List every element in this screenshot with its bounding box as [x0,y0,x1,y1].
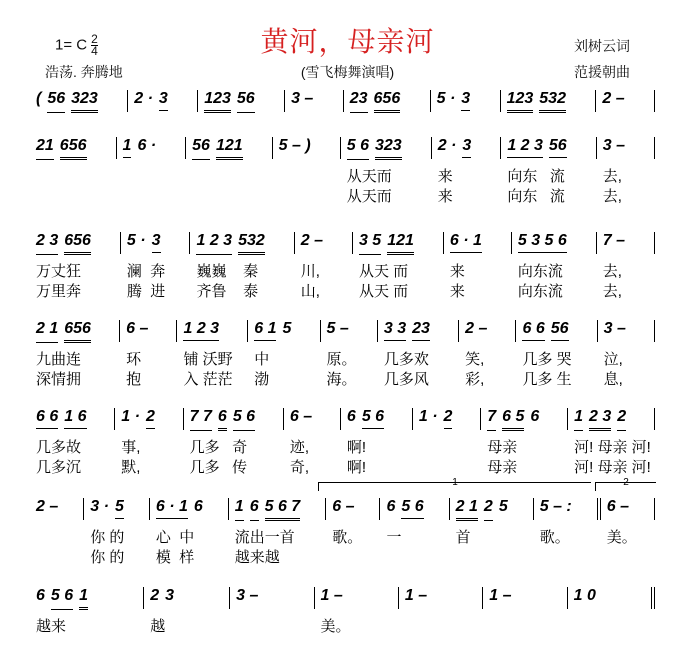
measure [117,137,187,159]
lyric-verse-2: 彩, [465,371,485,388]
measure [30,320,120,388]
note-group: 6 [218,408,227,431]
notes [183,320,241,341]
notes [350,90,424,113]
note-group: 5 6 [362,408,384,429]
note-group: 1 2 3 [507,137,543,158]
composer: 范援朝曲 [574,64,630,80]
measure [353,232,444,300]
note-group: 56 [192,137,210,160]
note-group: 1 [235,498,244,521]
lyric-verse-1: 一 [386,529,402,546]
note-group: 6 [530,408,540,425]
note-group: 6 [193,498,203,515]
notes [522,320,590,341]
note-group: 6 – [332,498,355,515]
note-group: 5 6 7 [265,498,301,521]
notes [134,90,191,111]
note-group: 5 – ) [278,137,311,154]
note-group: 3 – [291,90,314,107]
note-group: 6 – [289,408,313,425]
note-group: 5 6 [51,587,73,610]
measure [190,232,294,300]
notes [489,587,560,607]
note-group: 1 – [404,587,428,604]
note-group: 1 [79,587,88,610]
measure [84,498,150,566]
staff-row [30,137,655,205]
lyric-verse-1: 歌。 [539,529,570,546]
measure [184,408,284,476]
lyric-verse-1: 几多故 [36,439,82,456]
note-group: 3 [159,90,168,111]
lyric-verse-2: 几多风 [383,371,429,388]
notes [602,90,648,110]
measure [568,408,655,476]
notes [359,232,437,255]
measure [501,137,596,205]
notes [36,498,77,518]
notes [36,587,137,610]
note-group: 3 [152,232,161,253]
lyric-verse-2: 去, [602,188,622,205]
notes [126,320,170,340]
staff-row [30,498,655,566]
notes [604,320,648,340]
notes [456,498,527,521]
note-group: 3 3 [384,320,406,341]
note-group: 3 [165,587,174,604]
notes [36,408,108,429]
volta-2: 2 [595,482,656,491]
lyric-verse-2: 母亲 [487,459,518,476]
notes [437,90,494,111]
notes [574,408,648,431]
staff-row [30,408,655,476]
lyric-verse-2: 来 [437,188,453,205]
measure [284,408,341,476]
notes [254,320,313,341]
note-group: 2 [146,408,155,429]
notes [507,137,589,158]
measure [341,408,413,476]
lyric-verse-1: 几多欢 [383,351,429,368]
note-group: 5 · [436,90,456,107]
measure [30,137,117,159]
note-group: 2 [484,498,493,521]
note-group: 2 3 [36,232,58,255]
notes [450,232,505,253]
notes [507,90,590,113]
note-group: 6 6 [522,320,544,341]
measure [321,320,378,388]
measure [432,137,502,205]
note-group: 2 [617,408,626,431]
lyric-verse-2: 默, [121,459,141,476]
lyric-verse-1: 美。 [320,618,351,635]
note-group: 2 · [437,137,457,154]
lyric-verse-1: 笑, [465,351,485,368]
note-group: 2 – [36,498,59,515]
notes [386,498,442,519]
note-group: ( [36,90,42,107]
lyric-verse-2: 啊! [346,459,367,476]
note-group: 3 5 [359,232,381,255]
measure [534,498,601,546]
note-group: 6 [250,498,259,521]
note-group: 3 – [236,587,259,604]
lyric-verse-1: 川, [300,263,320,280]
lyric-verse-2: 奇, [289,459,310,476]
note-group: 1 2 3 [196,232,232,255]
lyric-verse-2: 向东 流 [507,188,565,205]
lyric-verse-2: 几多 传 [189,459,248,476]
note-group: 5 [498,498,508,515]
lyric-verse-2: 息, [603,371,623,388]
notes [36,90,121,113]
measure [444,232,512,300]
measure [30,90,128,112]
lyric-verse-2: 腾 进 [126,283,166,300]
notes [236,587,307,607]
lyric-verse-1: 巍巍 秦 [196,263,259,280]
note-group: 5 6 [233,408,255,431]
lyric-verse-1: 万丈狂 [36,263,82,280]
note-group: 5 3 5 6 [518,232,567,253]
notes [301,232,346,252]
notes [204,90,278,113]
lyric-verse-2: 山, [300,283,320,300]
note-group: 121 [387,232,414,255]
lyric-verse-1: 去, [602,263,622,280]
note-group: 6 5 [502,408,524,431]
measure [248,320,320,388]
notes [347,137,425,160]
measure [341,137,432,205]
note-group: 123 [204,90,231,113]
lyric-verse-1: 向东 流 [507,168,565,185]
notes [487,408,561,431]
measure [177,320,248,388]
lyric-verse-2: 万里奔 [36,283,82,300]
notes [121,408,176,429]
staff-row [30,90,655,112]
measure [30,498,84,520]
notes [405,587,476,607]
notes [518,232,590,253]
note-group: 6 · 1 [156,498,188,519]
measure [128,90,198,112]
lyric-verse-1: 来 [437,168,453,185]
volta-1: 1 [318,482,591,491]
lyric-verse-2: 入 茫茫 [183,371,233,388]
note-group: 3 – [602,137,625,154]
notes [36,137,110,160]
lyric-verse-1: 母亲 [487,439,518,456]
notes [190,408,277,431]
note-group: 56 [47,90,65,113]
lyric-verse-2: 河! 母亲 河! [574,459,651,476]
measure [450,498,534,546]
notes [291,90,337,110]
note-group: 6 – [126,320,149,337]
measure [597,232,655,300]
measure [315,587,399,635]
note-group: 5 [282,320,292,337]
lyric-verse-1: 从天 而 [358,263,409,280]
measure [150,498,229,566]
lyric-verse-1: 几多 哭 [522,351,572,368]
note-group: 3 · [90,498,109,515]
note-group: 123 [507,90,534,113]
note-group: 56 [237,90,255,113]
time-bottom: 4 [91,44,98,58]
note-group: 6 [386,498,396,515]
measure [598,320,655,388]
note-group: 5 6 [347,137,369,160]
measure [295,232,353,300]
measure [30,408,115,476]
notes [196,232,287,255]
lyric-verse-2: 渤 [254,371,270,388]
measure [121,232,191,300]
measure [483,587,567,609]
note-group: 2 – [602,90,625,107]
staff-row [30,320,655,388]
lyric-verse-1: 几多 奇 [189,439,248,456]
measure [186,137,273,159]
lyric-verse-2: 你 的 [90,549,125,566]
note-group: 23 [412,320,430,341]
lyric-verse-1: 越来 [36,618,67,635]
tempo-marking: 浩荡. 奔腾地 [45,64,123,80]
lyric-verse-1: 美。 [606,529,637,546]
notes [438,137,495,158]
measure [378,320,459,388]
measure [399,587,483,609]
note-group: 3 [462,137,471,158]
lyric-verse-1: 环 [126,351,142,368]
note-group: 323 [375,137,402,160]
measure [596,90,655,112]
note-group: 5 – [326,320,349,337]
measure [501,90,597,112]
note-group: 1 0 [573,587,596,604]
lyric-verse-1: 原。 [326,351,357,368]
note-group: 1 [574,408,583,431]
song-title: 黄河，母亲河 [260,26,435,57]
note-group: 323 [71,90,98,113]
measure [431,90,501,112]
lyric-verse-2: 去, [602,283,622,300]
notes [540,498,591,518]
lyric-verse-2: 从天 而 [358,283,409,300]
lyric-verse-1: 歌。 [332,529,363,546]
measure [198,90,285,112]
note-group: 2 3 [589,408,611,431]
lyric-verse-1: 澜 奔 [126,263,166,280]
note-group: 56 [551,320,569,341]
notes [607,498,648,518]
lyric-verse-2: 几多沉 [36,459,82,476]
lyric-verse-1: 铺 沃野 [183,351,233,368]
measure [597,137,655,205]
measure [273,137,341,159]
measure [459,320,516,388]
notes [290,408,334,428]
measure [344,90,431,112]
notes [332,498,373,518]
note-group: 121 [216,137,243,160]
note-group: 5 · [126,232,146,249]
measure [481,408,568,476]
measure [601,498,655,546]
lyric-verse-1: 流出一首 [234,529,295,546]
notes [603,232,648,252]
lyric-verse-1: 来 [449,263,465,280]
notes [347,408,406,429]
note-group: 2 1 [456,498,478,521]
notes [465,320,509,340]
notes [36,320,113,343]
measure [30,232,121,300]
note-group: 656 [374,90,401,113]
notes [36,232,114,255]
lyric-verse-1: 首 [455,529,471,546]
lyric-verse-1: 迹, [289,439,310,456]
lyric-verse-1: 泣, [603,351,623,368]
notes [123,137,180,158]
note-group: 2 1 [36,320,58,343]
lyric-verse-1: 向东流 [517,263,563,280]
note-group: 1 · [418,408,438,425]
note-group: 2 – [300,232,323,249]
measure [285,90,344,112]
lyric-verse-1: 心 中 [155,529,195,546]
note-group: 656 [60,137,87,160]
measure [120,320,177,388]
note-group: 2 – [465,320,488,337]
note-group: 1 [123,137,132,158]
notes [127,232,184,253]
staff-row [30,232,655,300]
staff-row [30,587,655,635]
measure [230,587,314,609]
key-label: 1= C [55,36,88,54]
performer: (雪飞梅舞演唱) [300,64,395,80]
notes [150,587,223,607]
note-group: 1 – [489,587,512,604]
note-group: 6 6 [36,408,58,429]
note-group: 23 [350,90,368,113]
lyric-verse-1: 你 的 [90,529,125,546]
measure [568,587,655,609]
note-group: 6 – [606,498,630,515]
lyric-verse-1: 九曲连 [36,351,82,368]
note-group: 2 · [134,90,153,107]
lyric-verse-2: 海。 [326,371,357,388]
lyric-verse-2: 从天而 [346,188,392,205]
notes [327,320,371,340]
note-group: 656 [64,320,91,343]
note-group: 5 6 [401,498,423,519]
note-group: 21 [36,137,54,160]
note-group: 656 [64,232,91,255]
note-group: 5 [115,498,124,519]
note-group: 6 [346,408,356,425]
notes [279,137,334,157]
lyric-verse-2: 深情拥 [36,371,82,388]
notes [90,498,143,519]
lyric-verse-1: 去, [602,168,622,185]
notes [384,320,452,341]
measure [115,408,183,476]
note-group: 6 · [137,137,157,154]
lyric-verse-2: 抱 [126,371,142,388]
notes [419,408,474,429]
lyric-verse-2: 模 样 [155,549,195,566]
note-group: 3 [461,90,470,111]
measure [229,498,326,566]
note-group: 5 – : [539,498,572,515]
note-group: 6 1 [254,320,276,341]
lyric-verse-2: 齐鲁 泰 [196,283,259,300]
lyricist: 刘树云词 [574,38,630,54]
note-group: 532 [539,90,566,113]
measure [512,232,597,300]
measure [413,408,481,430]
note-group: 1 6 [64,408,86,429]
note-group: 532 [238,232,265,255]
measure [30,587,144,635]
lyric-verse-2: 来 [449,283,465,300]
lyric-verse-1: 越 [150,618,166,635]
notes [321,587,392,607]
lyric-verse-2: 越来越 [234,549,280,566]
note-group: 1 – [320,587,343,604]
note-group: 1 · [121,408,140,425]
lyric-verse-1: 河! 母亲 河! [574,439,651,456]
lyric-verse-2: 几多 生 [522,371,572,388]
lyric-verse-2: 向东流 [517,283,563,300]
note-group: 7 – [602,232,626,249]
note-group: 6 · 1 [450,232,482,253]
notes [192,137,266,160]
lyric-verse-1: 啊! [346,439,367,456]
lyric-verse-1: 事, [121,439,141,456]
measure [380,498,449,546]
note-group: 7 7 [190,408,212,431]
notes [574,587,645,607]
note-group: 2 [150,587,160,604]
notes [603,137,648,157]
measure [326,498,380,546]
lyric-verse-1: 中 [254,351,270,368]
note-group: 3 – [603,320,626,337]
note-group: 56 [549,137,567,158]
note-group: 6 [36,587,45,604]
time-top: 2 [91,32,98,46]
measure [516,320,597,388]
measure [144,587,230,635]
note-group: 1 2 3 [183,320,219,341]
note-group: 2 [444,408,453,429]
note-group: 7 [487,408,496,431]
notes [156,498,222,519]
notes [235,498,319,521]
lyric-verse-1: 从天而 [346,168,392,185]
